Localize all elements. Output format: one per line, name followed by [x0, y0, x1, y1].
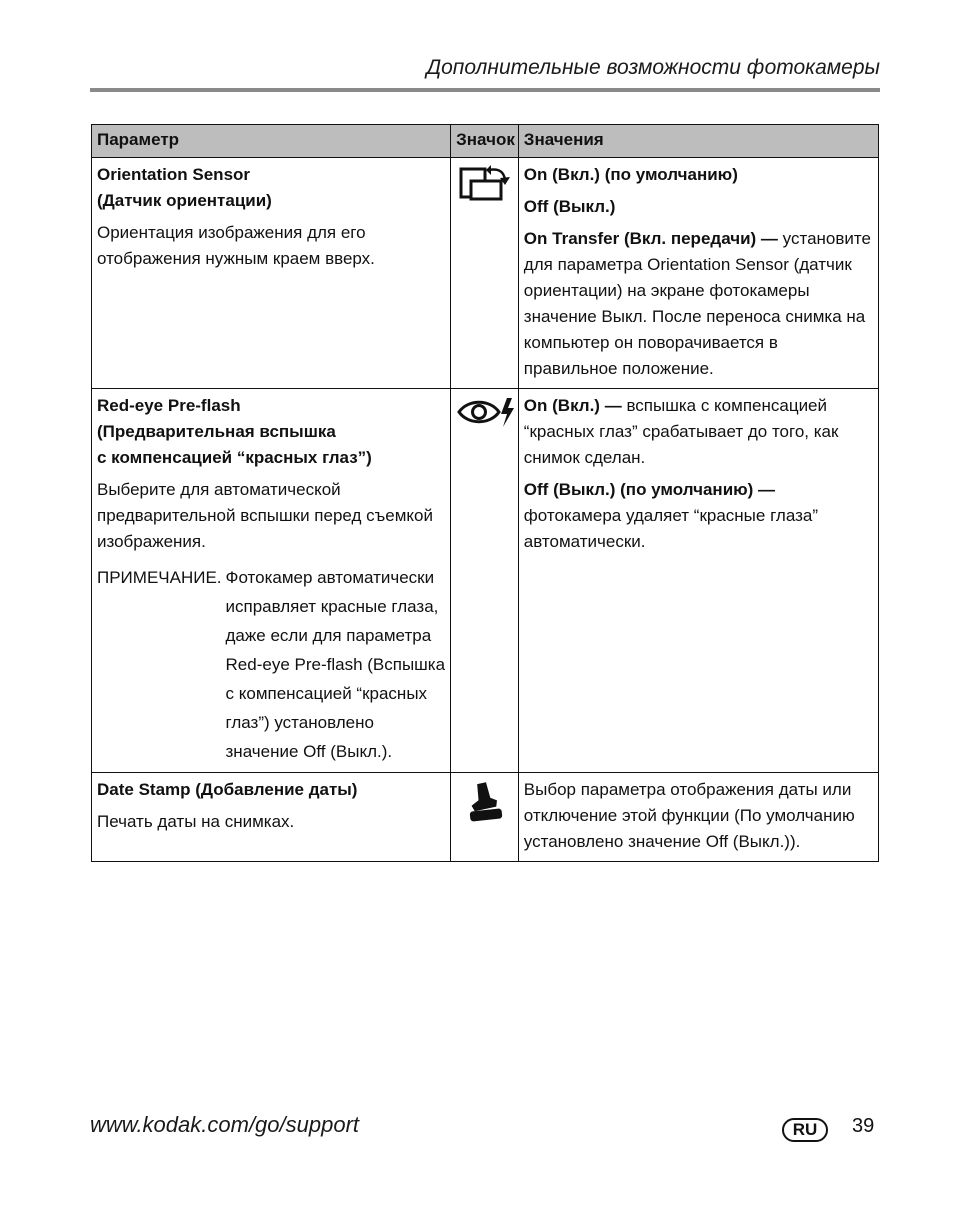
- orientation-sensor-icon: [456, 164, 512, 204]
- support-url-link[interactable]: www.kodak.com/go/support: [90, 1112, 360, 1137]
- icon-cell: [451, 158, 519, 389]
- language-badge: RU: [782, 1118, 828, 1142]
- value-option: On (Вкл.) (по умолчанию): [523, 165, 738, 184]
- values-cell: [518, 773, 878, 862]
- value-option-label: On Transfer (Вкл. передачи) —: [523, 229, 778, 248]
- value-option: [524, 393, 873, 471]
- settings-table: [91, 124, 879, 862]
- value-option-label: On (Вкл.) —: [523, 396, 622, 415]
- value-option: Off (Выкл.): [523, 197, 616, 216]
- param-title: Orientation Sensor: [97, 165, 251, 184]
- table-row: [92, 389, 879, 773]
- value-option-description: вспышка с компенсацией “красных глаз” срабатывает до того, как снимок сделан.: [523, 396, 839, 467]
- value-option-description: установите для параметра Orientation Sensor (датчик ориентации) на экране фотокамеры значение Выкл. После переноса снимка на компьютер он поворачивается в правильное положение.: [523, 229, 871, 378]
- param-description: Ориентация изображения для его отображения нужным краем вверх.: [97, 223, 375, 268]
- column-header-values: Значения: [518, 125, 878, 158]
- table-header-row: [92, 125, 879, 158]
- param-cell: [92, 389, 451, 773]
- page-number: 39: [852, 1115, 875, 1137]
- value-option-description: Выбор параметра отображения даты или отключение этой функции (По умолчанию установлено значение Off (Выкл.)).: [523, 780, 855, 851]
- param-title-translation: (Датчик ориентации): [97, 191, 272, 210]
- icon-cell: [451, 773, 519, 862]
- param-cell: [92, 158, 451, 389]
- icon-cell: [451, 389, 519, 773]
- value-option-label: Off (Выкл.) (по умолчанию) —: [523, 480, 776, 499]
- values-cell: [518, 389, 878, 773]
- table-row: [92, 773, 879, 862]
- param-cell: [92, 773, 451, 862]
- values-cell: [518, 158, 878, 389]
- param-title: Red-eye Pre-flash: [97, 396, 241, 415]
- value-option: [524, 226, 873, 382]
- table-row: [92, 158, 879, 389]
- note: [97, 563, 445, 766]
- red-eye-flash-icon: [456, 395, 518, 429]
- note-text: Фотокамер автоматически исправляет красные глаза, даже если для параметра Red-eye Pre-flash (Вспышка с компенсацией “красных глаз”) установлено значение Off (Выкл.).: [225, 568, 446, 761]
- value-option: [524, 477, 873, 555]
- column-header-param: Параметр: [92, 125, 451, 158]
- column-header-icon: Значок: [451, 125, 519, 158]
- param-description: Печать даты на снимках.: [97, 812, 295, 831]
- note-label: ПРИМЕЧАНИЕ.: [97, 568, 222, 587]
- page-header-title: Дополнительные возможности фотокамеры: [426, 56, 880, 79]
- date-stamp-icon: [462, 779, 506, 827]
- value-option-description: фотокамера удаляет “красные глаза” автоматически.: [523, 506, 819, 551]
- param-description: Выберите для автоматической предварительной вспышки перед съемкой изображения.: [97, 480, 433, 551]
- param-title: Date Stamp (Добавление даты): [97, 780, 358, 799]
- param-title-translation: с компенсацией “красных глаз”): [97, 448, 372, 467]
- header-divider: [90, 88, 880, 92]
- param-title-translation: (Предварительная вспышка: [97, 422, 336, 441]
